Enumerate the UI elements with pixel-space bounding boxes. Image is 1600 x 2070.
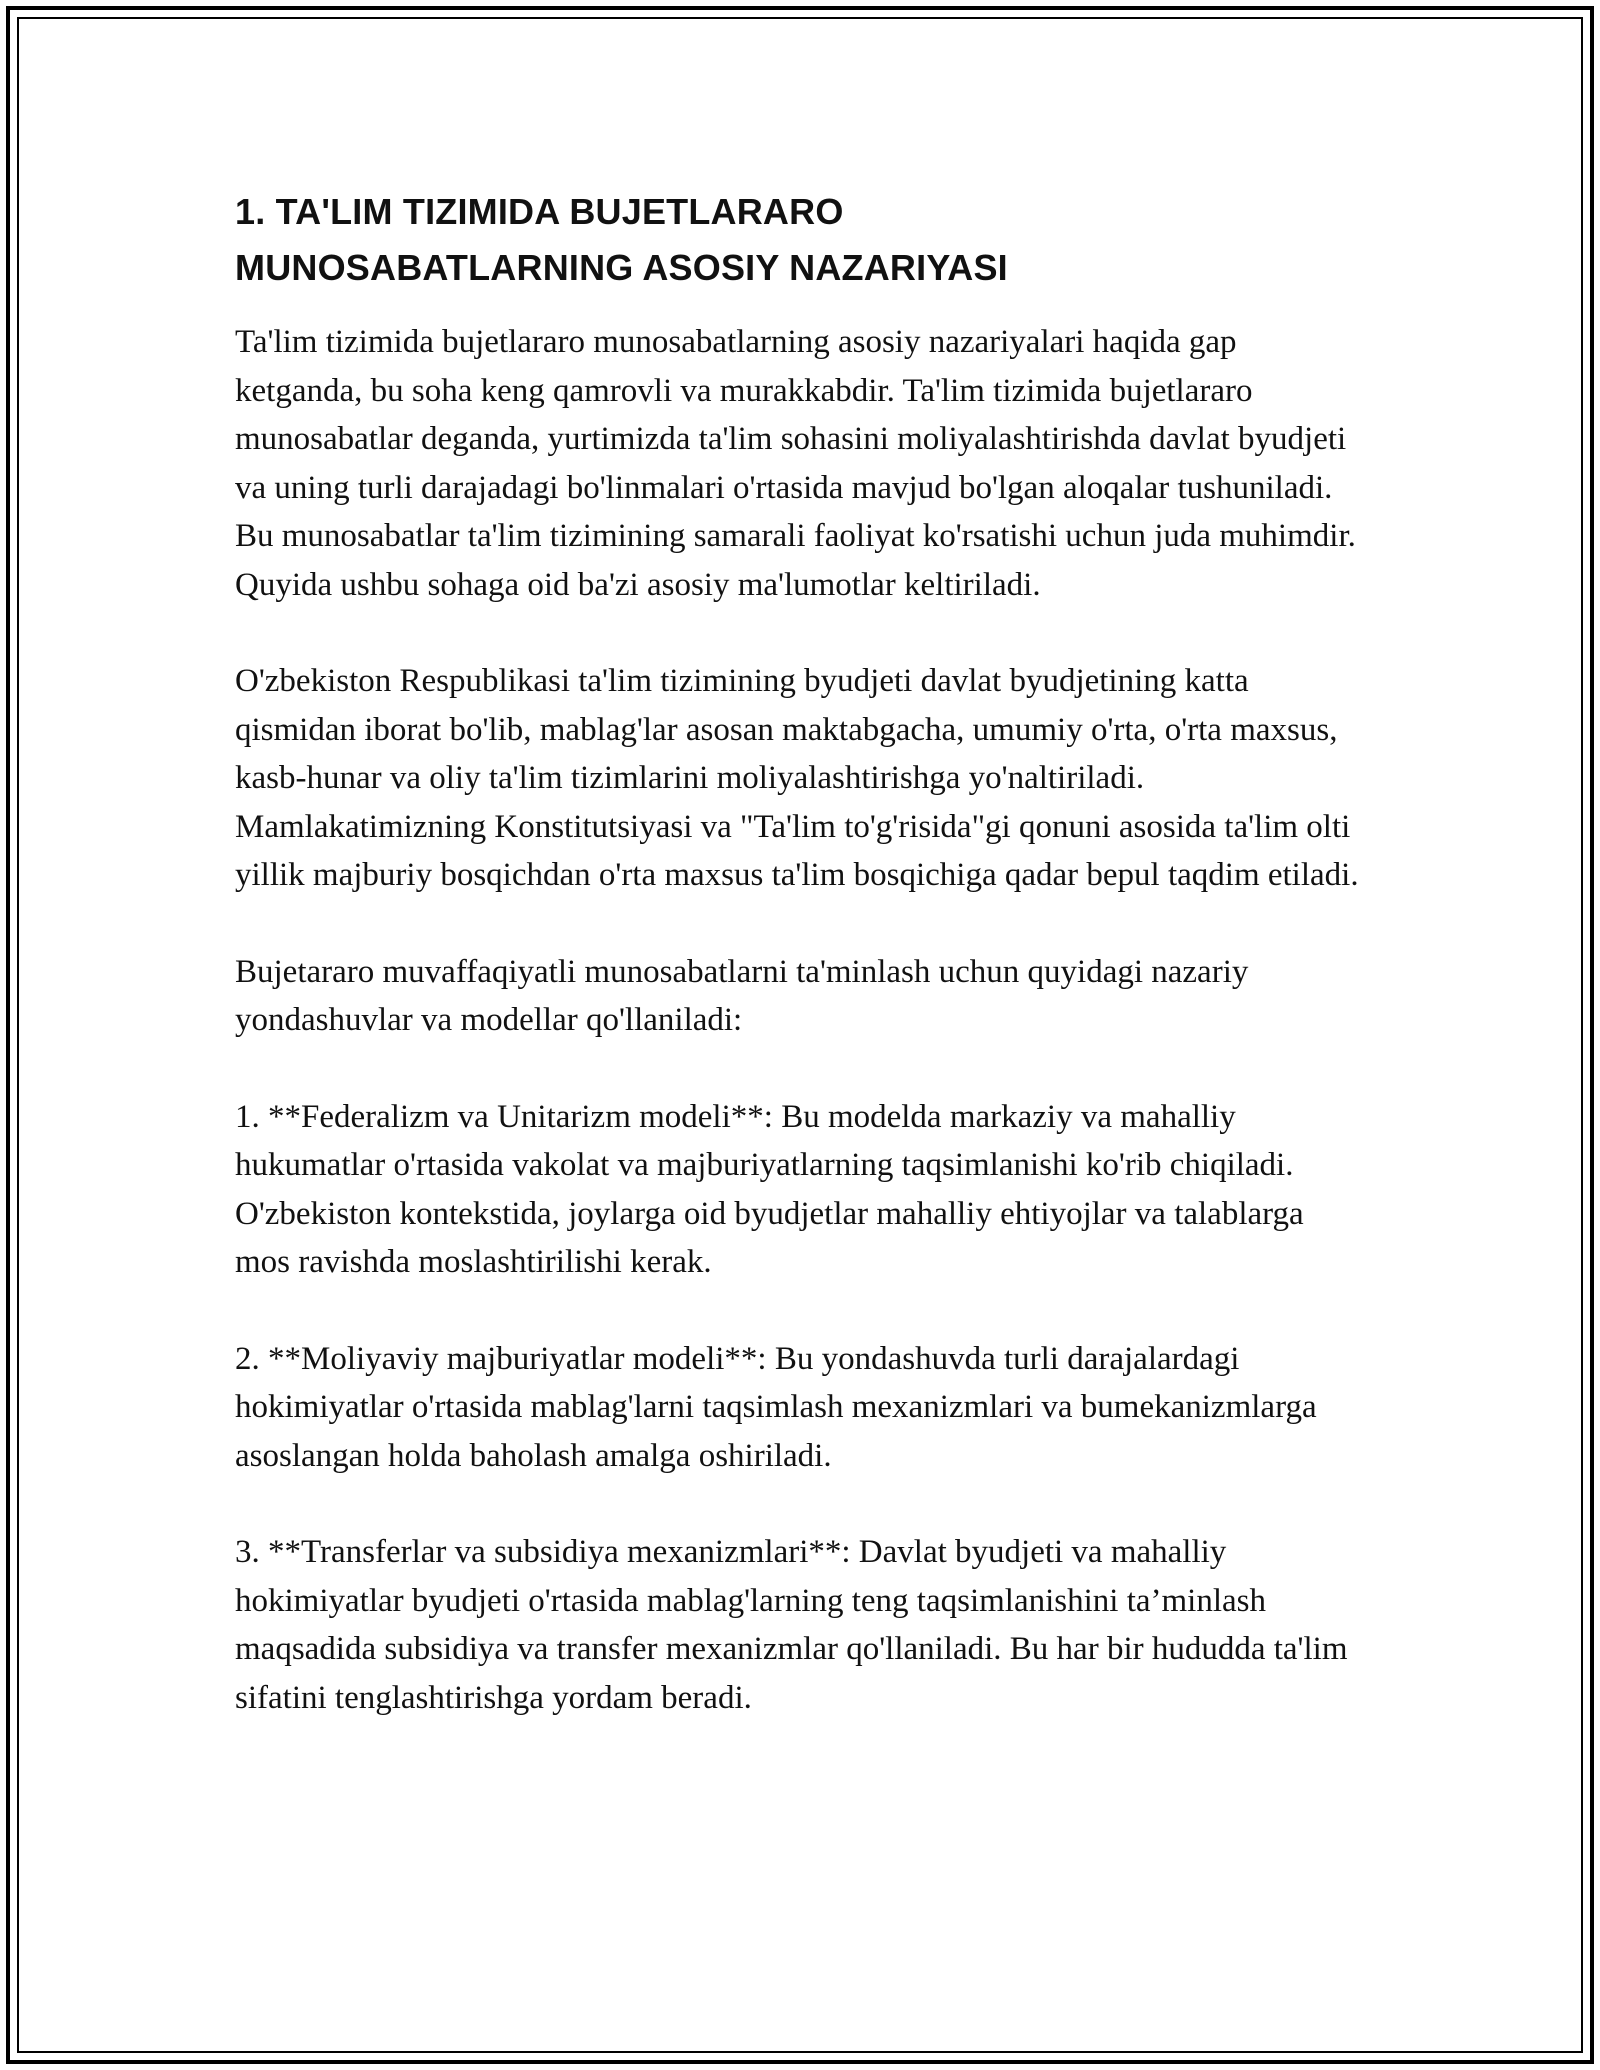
- document-title-line-1: 1. TA'LIM TIZIMIDA BUJETLARARO: [235, 191, 844, 232]
- paragraph-approaches-intro: Bujetararo muvaffaqiyatli munosabatlarni ta'minlash uchun quyidagi nazariy yondashuvlar va modellar qo'llaniladi:: [235, 953, 1249, 1038]
- document-title-line-2: MUNOSABATLARNING ASOSIY NAZARIYASI: [235, 247, 1008, 288]
- list-item-federalism-model: 1. **Federalizm va Unitarizm modeli**: Bu modelda markaziy va mahalliy hukumatlar o'rtasida vakolat va majburiyatlarning taqsimlanishi ko'rib chiqiladi. O'zbekiston kontekstida, joylarga oid byudjetlar mahalliy ehtiyojlar va talablarga mos ravishda moslashtirilishi kerak.: [235, 1098, 1304, 1280]
- paragraph-budget-overview: O'zbekiston Respublikasi ta'lim tizimining byudjeti davlat byudjetining katta qismidan iborat bo'lib, mablag'lar asosan maktabgacha, umumiy o'rta, o'rta maxsus, kasb-hunar va oliy ta'lim tizimlarini moliyalashtirishga yo'naltiriladi. Mamlakatimizning Konstitutsiyasi va "Ta'lim to'g'risida"gi qonuni asosida ta'lim olti yillik majburiy bosqichdan o'rta maxsus ta'lim bosqichiga qadar bepul taqdim etiladi.: [235, 663, 1359, 893]
- list-item-transfers-subsidies: 3. **Transferlar va subsidiya mexanizmlari**: Davlat byudjeti va mahalliy hokimiyatlar byudjeti o'rtasida mablag'larning teng taqsimlanishini ta’minlash maqsadida subsidiya va transfer mexanizmlar qo'llaniladi. Bu har bir hududda ta'lim sifatini tenglashtirishga yordam beradi.: [235, 1534, 1348, 1716]
- list-item-financial-obligations-model: 2. **Moliyaviy majburiyatlar modeli**: Bu yondashuvda turli darajalardagi hokimiyatlar o'rtasida mablag'larni taqsimlash mexanizmlari va bumekanizmlarga asoslangan holda baholash amalga oshiriladi.: [235, 1340, 1317, 1474]
- paragraph-intro: Ta'lim tizimida bujetlararo munosabatlarning asosiy nazariyalari haqida gap ketganda, bu soha keng qamrovli va murakkabdir. Ta'lim tizimida bujetlararo munosabatlar deganda, yurtimizda ta'lim sohasini moliyalashtirishda davlat byudjeti va uning turli darajadagi bo'linmalari o'rtasida mavjud bo'lgan aloqalar tushuniladi. Bu munosabatlar ta'lim tizimining samarali faoliyat ko'rsatishi uchun juda muhimdir. Quyida ushbu sohaga oid ba'zi asosiy ma'lumotlar keltiriladi.: [235, 324, 1356, 603]
- document-title: [235, 184, 1365, 296]
- document-body: [235, 184, 1365, 1770]
